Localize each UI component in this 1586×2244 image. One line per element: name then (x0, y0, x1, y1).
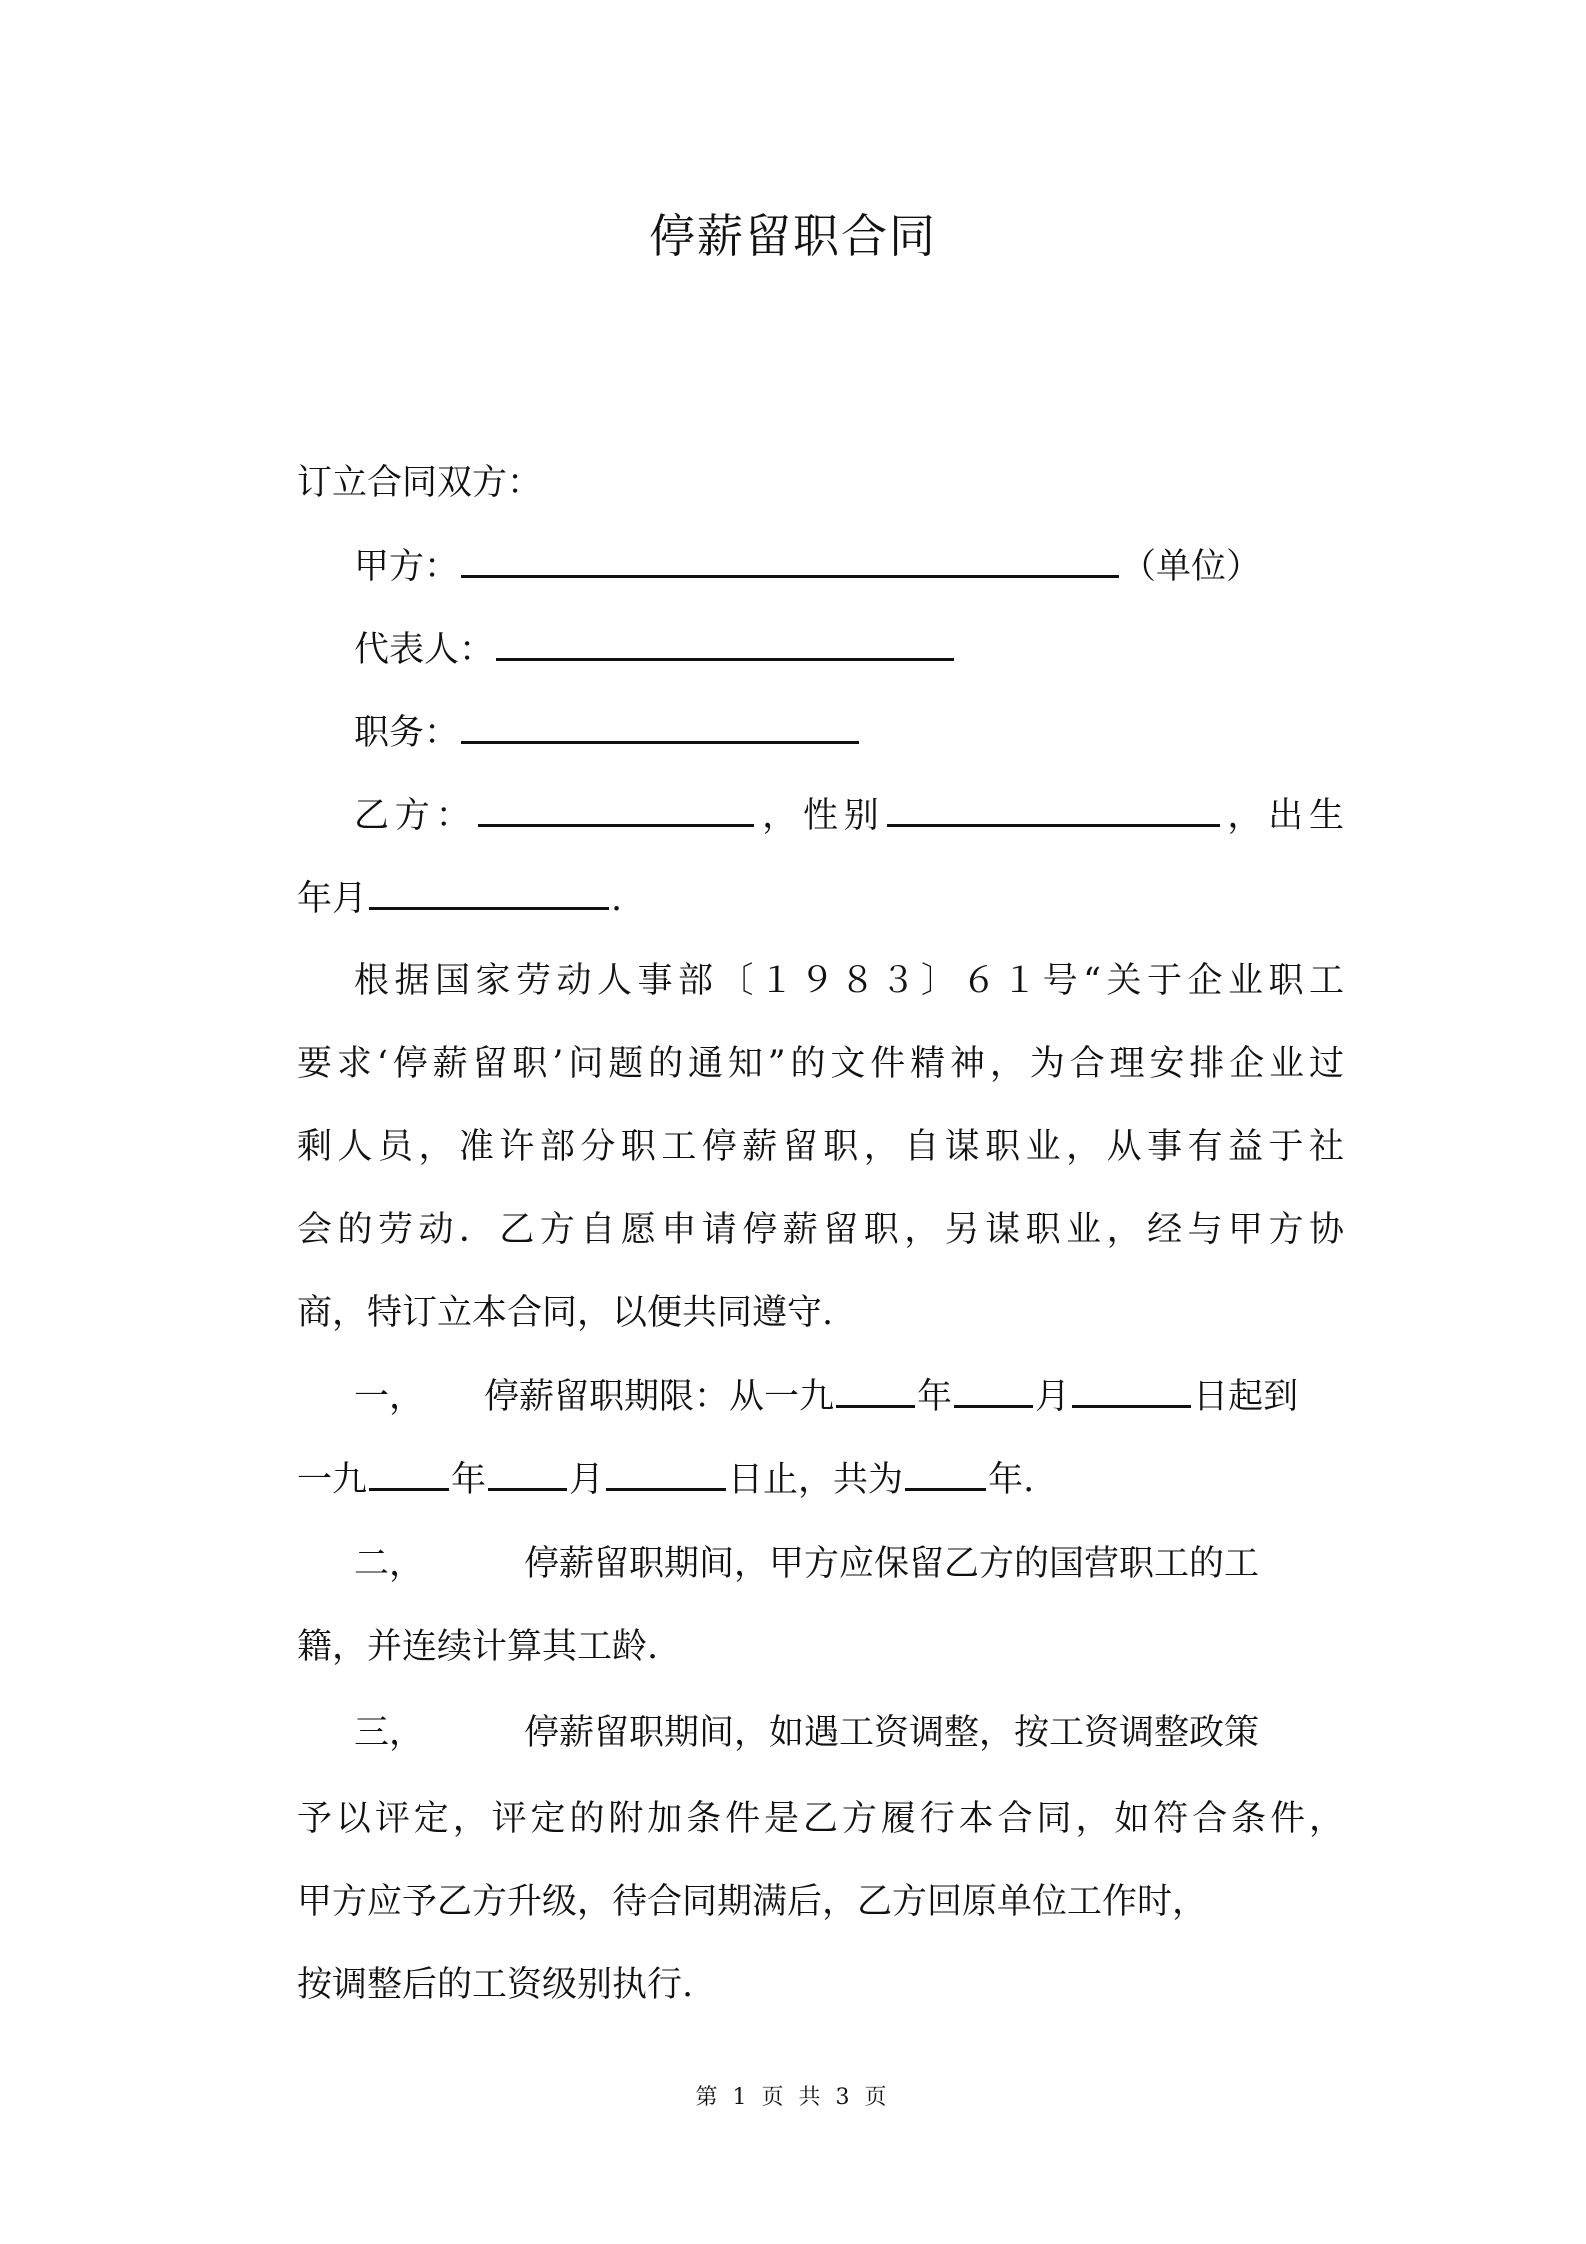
line-text: 日起到 (1193, 1377, 1299, 1417)
line-text: ，性别 (756, 796, 885, 836)
line-text: 二， (354, 1544, 425, 1584)
line-text: 日止，共为 (728, 1460, 904, 1500)
document-line (354, 1539, 1344, 1589)
document-line (297, 1122, 1344, 1172)
document-line (354, 624, 1344, 675)
line-text: 职务： (354, 713, 460, 753)
line-text: 根据国家劳动人事部〔１９８３〕６１号“关于企业职工 (354, 961, 1344, 1001)
line-text: 代表人： (354, 630, 495, 670)
fill-in-blank (1072, 1371, 1191, 1408)
document-line (297, 458, 1344, 508)
line-text: 籍，并连续计算其工龄. (297, 1627, 659, 1667)
line-text: 剩人员，准许部分职工停薪留职，自谋职业，从事有益于社 (297, 1127, 1344, 1167)
document-line (354, 1371, 1344, 1422)
line-text: （单位） (1121, 547, 1262, 587)
line-text: 一， (354, 1377, 425, 1417)
document-line (354, 541, 1344, 592)
fill-in-blank (905, 1454, 986, 1491)
line-text: 三， (354, 1713, 425, 1753)
line-text: ，出生 (1221, 796, 1344, 836)
line-text: 甲方： (354, 547, 460, 587)
line-text: 停薪留职期限：从一九 (484, 1377, 835, 1417)
document-line (297, 1877, 1344, 1927)
document-line (354, 1708, 1344, 1758)
document-line (297, 1205, 1344, 1255)
line-text: 会的劳动．乙方自愿申请停薪留职，另谋职业，经与甲方协 (297, 1210, 1344, 1250)
document-line (297, 1960, 1344, 2010)
document-line (297, 1454, 1344, 1505)
document-line (297, 1288, 1344, 1338)
line-text: 乙方： (354, 796, 477, 836)
fill-in-blank (836, 1371, 915, 1408)
line-text: 按调整后的工资级别执行. (297, 1965, 694, 2005)
line-text: 甲方应予乙方升级，待合同期满后，乙方回原单位工作时， (297, 1882, 1208, 1922)
line-text: 停薪留职期间，甲方应保留乙方的国营职工的工 (524, 1544, 1260, 1584)
fill-in-blank (369, 1454, 449, 1491)
line-text: 予以评定，评定的附加条件是乙方履行本合同，如符合条件， (297, 1799, 1344, 1839)
line-text: 一九 (297, 1460, 368, 1500)
document-line (354, 956, 1344, 1006)
fill-in-blank (461, 541, 1119, 578)
document-line (297, 1794, 1344, 1844)
document-line (297, 1622, 1344, 1672)
line-text: . (611, 879, 623, 919)
line-text: 商，特订立本合同，以便共同遵守. (297, 1293, 834, 1333)
fill-in-blank (461, 707, 859, 744)
line-text: 月 (1035, 1377, 1071, 1417)
line-text: 要求‘停薪留职’问题的通知”的文件精神，为合理安排企业过 (297, 1044, 1344, 1084)
fill-in-blank (478, 790, 754, 827)
fill-in-blank (954, 1371, 1033, 1408)
document-line (354, 707, 1344, 758)
document-line (297, 873, 1344, 924)
fill-in-blank (887, 790, 1220, 827)
line-text: 停薪留职期间，如遇工资调整，按工资调整政策 (524, 1713, 1260, 1753)
page-footer: 第 1 页 共 3 页 (695, 2085, 891, 2110)
line-text: 年月 (297, 879, 368, 919)
document-line (297, 1039, 1344, 1089)
line-text: 年 (917, 1377, 953, 1417)
fill-in-blank (496, 624, 954, 661)
line-text: 订立合同双方： (297, 463, 543, 503)
line-text: 年. (988, 1460, 1035, 1500)
document-line (354, 790, 1344, 841)
fill-in-blank (606, 1454, 726, 1491)
fill-in-blank (488, 1454, 567, 1491)
fill-in-blank (369, 873, 609, 910)
document-title: 停薪留职合同 (649, 209, 937, 263)
line-text: 月 (569, 1460, 605, 1500)
line-text: 年 (451, 1460, 487, 1500)
